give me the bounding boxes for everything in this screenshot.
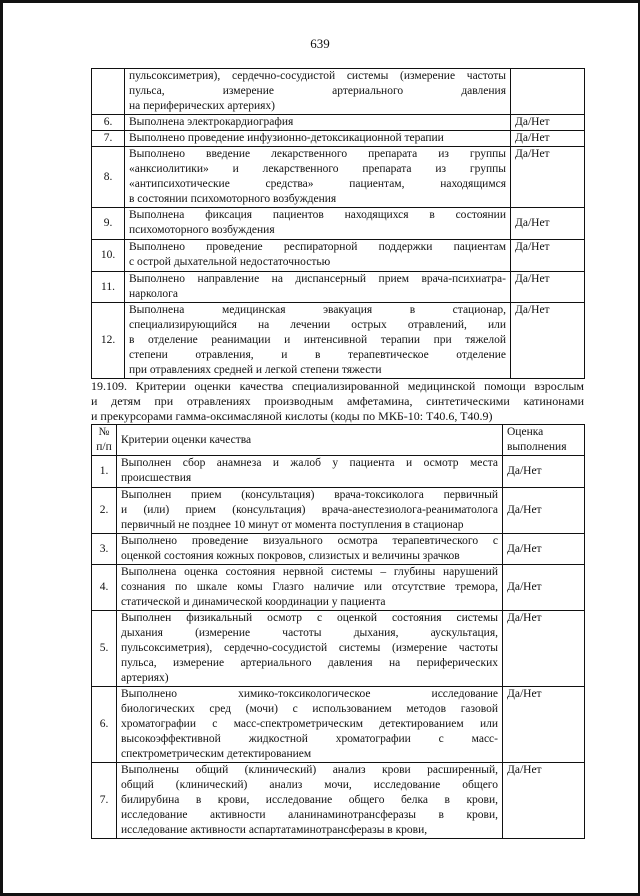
column-header-number: № п/п [92, 425, 117, 456]
criterion-line: исследование активности аланинаминотрансферазы в крови, [121, 809, 498, 821]
criterion-line: Выполнены общий (клинический) анализ крови расширенный, [121, 764, 498, 776]
section-heading-line: и детям при отравлениях производным амфетамина, синтетическими катинонами [91, 394, 584, 408]
row-number: 6. [92, 687, 117, 763]
row-number: 10. [92, 240, 125, 272]
section-heading-line: 19.109. Критерии оценки качества специализированной медицинской помощи взрослым [91, 379, 584, 393]
criterion-line: Выполнена электрокардиография [129, 116, 294, 128]
criterion-line: происшествия [121, 472, 192, 484]
assessment-value: Да/Нет [511, 240, 585, 272]
criterion-line: Выполнен физикальный осмотр с оценкой состояния системы [121, 612, 498, 624]
row-number: 7. [92, 131, 125, 147]
criterion-text [125, 147, 511, 208]
criterion-line: в отделение реанимации и интенсивной терапии при тяжелой [129, 334, 506, 346]
table-row [92, 488, 585, 534]
criterion-line: при отравлениях средней и легкой степени тяжести [129, 364, 382, 376]
assessment-value: Да/Нет [511, 147, 585, 208]
criterion-line: «анксиолитики» и лекарственного препарата из группы [129, 163, 506, 175]
criterion-text [125, 131, 511, 147]
table-row [92, 240, 585, 272]
criterion-text [125, 115, 511, 131]
criterion-text [125, 208, 511, 240]
table-row [92, 272, 585, 303]
criterion-line: Выполнено направление на диспансерный прием врача-психиатра- [129, 273, 506, 285]
assessment-value: Да/Нет [503, 488, 585, 534]
quality-criteria-table-continued [91, 68, 585, 379]
assessment-value: Да/Нет [503, 687, 585, 763]
criterion-line: Выполнен сбор анамнеза и жалоб у пациента и осмотр места [121, 457, 498, 469]
assessment-value: Да/Нет [511, 272, 585, 303]
criterion-line: пульса, измерение артериального давления на периферических [121, 657, 498, 669]
row-number: 7. [92, 763, 117, 839]
criterion-line: специализирующийся на лечении острых отравлений, или [129, 319, 506, 331]
assessment-value: Да/Нет [503, 763, 585, 839]
table-row [92, 687, 585, 763]
section-heading-line: и прекурсорами гамма-оксимасляной кислоты (коды по МКБ-10: T40.6, T40.9) [91, 409, 493, 423]
row-number: 3. [92, 534, 117, 565]
criterion-line: пульса, измерение артериального давления [129, 85, 506, 97]
criterion-text [125, 240, 511, 272]
table-row [92, 131, 585, 147]
criterion-line: Выполнено химико-токсикологическое исследование [121, 688, 498, 700]
criterion-text [117, 488, 503, 534]
assessment-value: Да/Нет [503, 565, 585, 611]
criterion-line: Выполнен прием (консультация) врача-токсиколога первичный [121, 489, 498, 501]
criterion-line: нарколога [129, 288, 178, 300]
criterion-line: с острой дыхательной недостаточностью [129, 256, 331, 268]
criterion-text [125, 303, 511, 379]
assessment-value: Да/Нет [511, 303, 585, 379]
criterion-line: спектрометрическим детектированием [121, 748, 312, 760]
row-number: 5. [92, 611, 117, 687]
criterion-line: хроматографии с масс-спектрометрическим детектированием или [121, 718, 498, 730]
table-row [92, 456, 585, 488]
criterion-line: Выполнена медицинская эвакуация в стационар, [129, 304, 506, 316]
scan-border-top [0, 0, 640, 3]
criterion-text [117, 763, 503, 839]
table-row [92, 115, 585, 131]
criterion-line: общий (клинический) анализ мочи, исследование общего [121, 779, 498, 791]
criterion-text [125, 69, 511, 115]
criterion-text [117, 687, 503, 763]
column-header-criteria: Критерии оценки качества [117, 425, 503, 456]
row-number: 2. [92, 488, 117, 534]
assessment-value: Да/Нет [511, 131, 585, 147]
scan-border-left [0, 0, 3, 896]
table-row [92, 147, 585, 208]
criterion-line: биологических сред (мочи) с использованием методов газовой [121, 703, 498, 715]
table-row [92, 565, 585, 611]
criterion-line: Выполнено проведение респираторной поддержки пациентам [129, 241, 506, 253]
criterion-text [117, 565, 503, 611]
table-row [92, 611, 585, 687]
assessment-value [511, 69, 585, 115]
row-number: 11. [92, 272, 125, 303]
page-number: 639 [310, 36, 330, 51]
row-number: 6. [92, 115, 125, 131]
criterion-line: пульсоксиметрия), сердечно-сосудистой системы (измерение частоты [121, 642, 498, 654]
section-heading [91, 379, 584, 424]
criterion-line: первичный не позднее 10 минут от момента поступления в стационар [121, 519, 464, 531]
criterion-line: «антипсихотические средства» пациентам, находящимся [129, 178, 506, 190]
criterion-line: и (или) прием (консультация) врача-анестезиолога-реаниматолога [121, 504, 498, 516]
row-number: 1. [92, 456, 117, 488]
assessment-value: Да/Нет [503, 456, 585, 488]
row-number: 9. [92, 208, 125, 240]
criterion-line: в состоянии психомоторного возбуждения [129, 193, 337, 205]
criterion-line: Выполнена оценка состояния нервной системы – глубины нарушений [121, 566, 498, 578]
criterion-text [117, 534, 503, 565]
criterion-line: статической и динамической координации у пациента [121, 596, 386, 608]
assessment-value: Да/Нет [511, 208, 585, 240]
criterion-text [125, 272, 511, 303]
criterion-line: Выполнено проведение визуального осмотра терапевтического с [121, 535, 498, 547]
criterion-line: оценкой состояния кожных покровов, слизистых и величины зрачков [121, 550, 460, 562]
assessment-value: Да/Нет [503, 611, 585, 687]
quality-criteria-table [91, 424, 585, 839]
column-header-assessment: Оценка выполнения [503, 425, 585, 456]
criterion-line: на периферических артериях) [129, 100, 276, 112]
table-row [92, 303, 585, 379]
row-number: 8. [92, 147, 125, 208]
criterion-line: Выполнено введение лекарственного препарата из группы [129, 148, 506, 160]
criterion-line: Выполнена фиксация пациентов находящихся в состоянии [129, 209, 506, 221]
table-header-row [92, 425, 585, 456]
assessment-value: Да/Нет [503, 534, 585, 565]
criterion-line: билирубина в крови, исследование общего белка в крови, [121, 794, 498, 806]
row-number: 12. [92, 303, 125, 379]
table-row [92, 763, 585, 839]
criterion-line: сознания по шкале комы Глазго наличие или отсутствие тремора, [121, 581, 498, 593]
row-number: 4. [92, 565, 117, 611]
criterion-line: Выполнено проведение инфузионно-детоксикационной терапии [129, 132, 444, 144]
criterion-line: степени отравления, и в терапевтическое отделение [129, 349, 506, 361]
criterion-text [117, 611, 503, 687]
criterion-line: исследование активности аспартатаминотрансферазы в крови, [121, 824, 428, 836]
criterion-text [117, 456, 503, 488]
row-number [92, 69, 125, 115]
criterion-line: пульсоксиметрия), сердечно-сосудистой системы (измерение частоты [129, 70, 506, 82]
criterion-line: артериях) [121, 672, 169, 684]
table-row [92, 534, 585, 565]
table-row [92, 208, 585, 240]
criterion-line: психомоторного возбуждения [129, 224, 275, 236]
criterion-line: дыхания (измерение частоты дыхания, аускультация, [121, 627, 498, 639]
criterion-line: высокоэффективной жидкостной хроматографии с масс- [121, 733, 498, 745]
table-row [92, 69, 585, 115]
assessment-value: Да/Нет [511, 115, 585, 131]
